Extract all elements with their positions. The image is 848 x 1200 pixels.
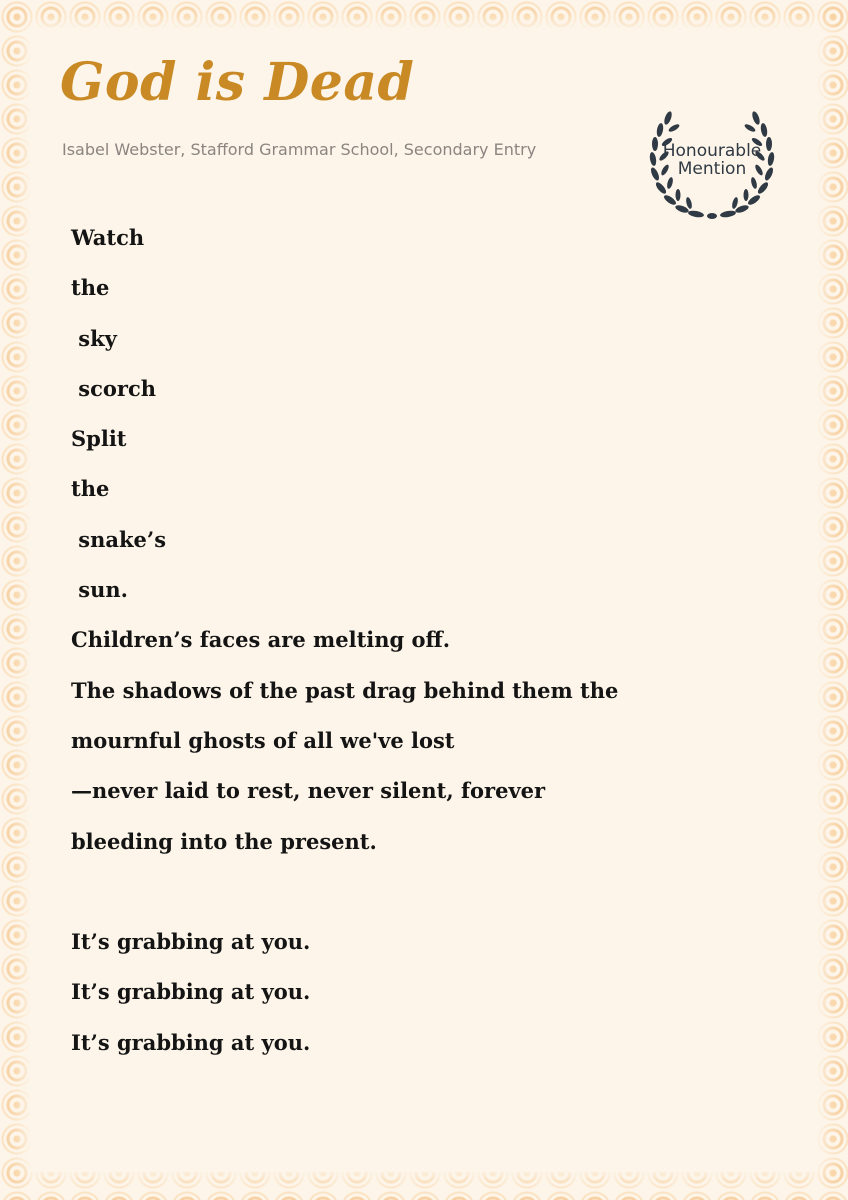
poem-line: It’s grabbing at you. (71, 929, 311, 955)
honourable-mention-badge (646, 108, 778, 224)
poem-line: sun. (71, 577, 128, 603)
poem-line: —never laid to rest, never silent, forever (71, 778, 546, 804)
poem-line: snake’s (71, 526, 167, 552)
poem-line: It’s grabbing at you. (71, 1029, 311, 1055)
badge-label-line1: Honourable (662, 141, 762, 161)
poem-line: bleeding into the present. (71, 828, 377, 854)
badge-label-line2: Mention (677, 159, 747, 179)
poem-line: scorch (71, 375, 157, 401)
poem-title: God is Dead (60, 52, 415, 113)
author-line: Isabel Webster, Stafford Grammar School, Secondary Entry (62, 140, 537, 159)
poem-line: the (71, 476, 110, 502)
poem-line: It’s grabbing at you. (71, 979, 311, 1005)
poem-line: Children’s faces are melting off. (71, 627, 451, 653)
poem-line: the (71, 275, 110, 301)
poem-stanza-break (71, 874, 618, 924)
poem-line: Watch (71, 225, 145, 250)
poem-body (71, 220, 618, 1075)
poem-line: mournful ghosts of all we've lost (71, 727, 455, 753)
poem-line: Split (71, 426, 127, 452)
poem-line: The shadows of the past drag behind them the (71, 677, 619, 703)
poem-line: sky (71, 325, 117, 351)
